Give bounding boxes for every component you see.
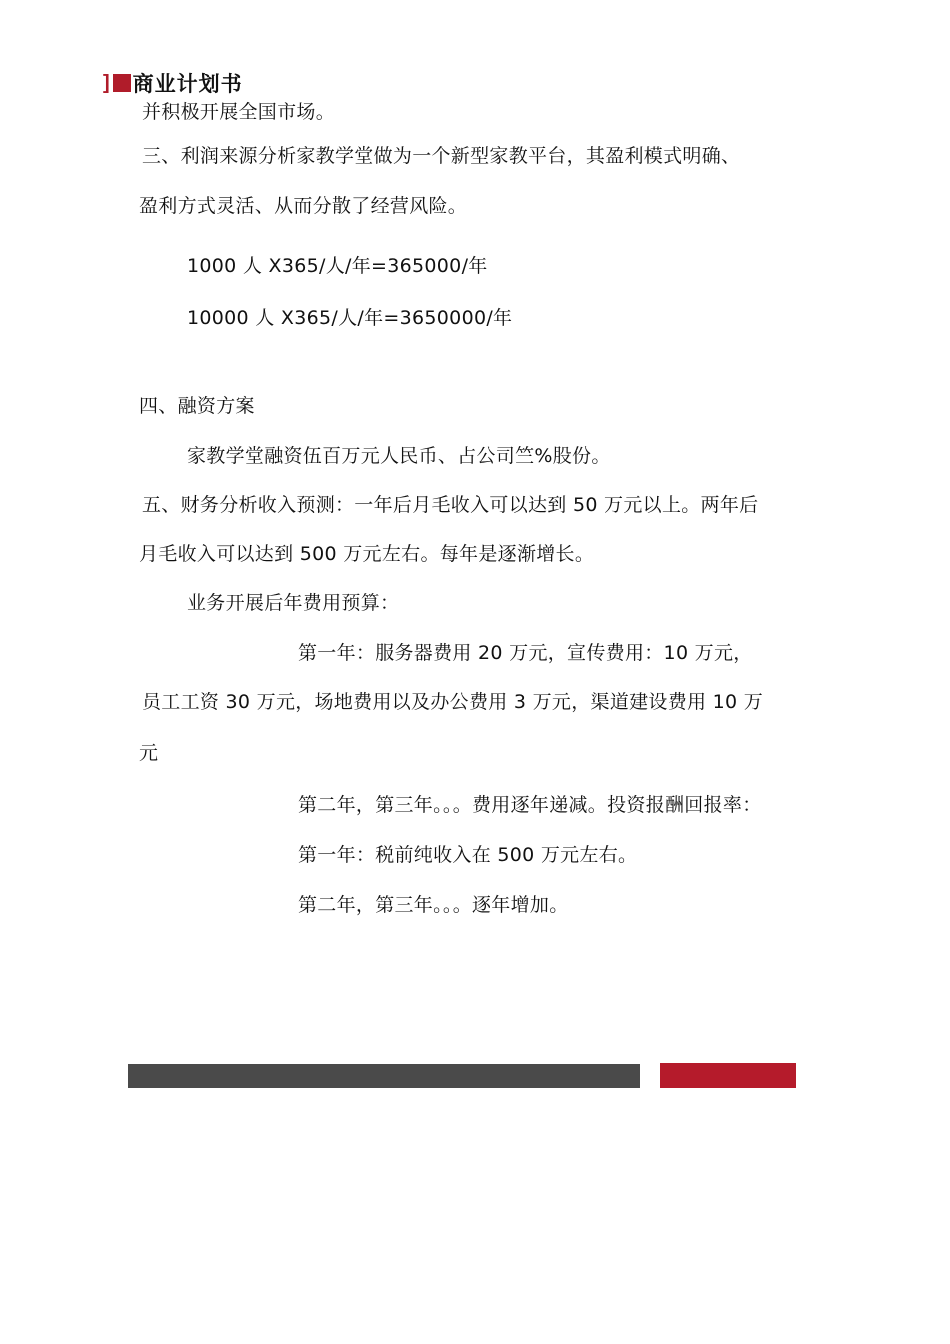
section-3-heading-line: 三、利润来源分析家教学堂做为一个新型家教平台，其盈利模式明确、 bbox=[142, 145, 741, 167]
section-5-line-2: 月毛收入可以达到 500 万元左右。每年是逐渐增长。 bbox=[139, 543, 595, 565]
header-red-square-icon bbox=[113, 74, 131, 92]
return-year-1: 第一年：税前纯收入在 500 万元左右。 bbox=[298, 844, 638, 866]
footer-dark-bar bbox=[128, 1064, 640, 1088]
return-later-years: 第二年，第三年。。。逐年增加。 bbox=[298, 894, 569, 916]
budget-later-years: 第二年，第三年。。。费用逐年递减。投资报酬回报率： bbox=[298, 794, 762, 816]
header-title: 商业计划书 bbox=[132, 72, 243, 96]
paragraph-line-1: 并积极开展全国市场。 bbox=[142, 101, 336, 123]
budget-heading: 业务开展后年费用预算： bbox=[187, 592, 400, 614]
page-header bbox=[103, 68, 243, 98]
formula-line-1: 1000 人 X365/人/年=365000/年 bbox=[187, 255, 488, 277]
section-3-line-2: 盈利方式灵活、从而分散了经营风险。 bbox=[139, 195, 468, 217]
header-bracket-mark: ] bbox=[103, 72, 110, 94]
section-5-heading-line: 五、财务分析收入预测：一年后月毛收入可以达到 50 万元以上。两年后 bbox=[142, 494, 759, 516]
formula-line-2: 10000 人 X365/人/年=3650000/年 bbox=[187, 307, 513, 329]
footer-red-bar bbox=[660, 1063, 796, 1088]
budget-year-1-line-2: 员工工资 30 万元，场地费用以及办公费用 3 万元，渠道建设费用 10 万 bbox=[142, 691, 764, 713]
budget-year-1-line-1: 第一年：服务器费用 20 万元，宣传费用：10 万元， bbox=[298, 642, 753, 664]
section-4-heading: 四、融资方案 bbox=[139, 395, 255, 417]
section-4-body: 家教学堂融资伍百万元人民币、占公司竺%股份。 bbox=[187, 445, 611, 467]
budget-year-1-line-3: 元 bbox=[139, 742, 159, 764]
